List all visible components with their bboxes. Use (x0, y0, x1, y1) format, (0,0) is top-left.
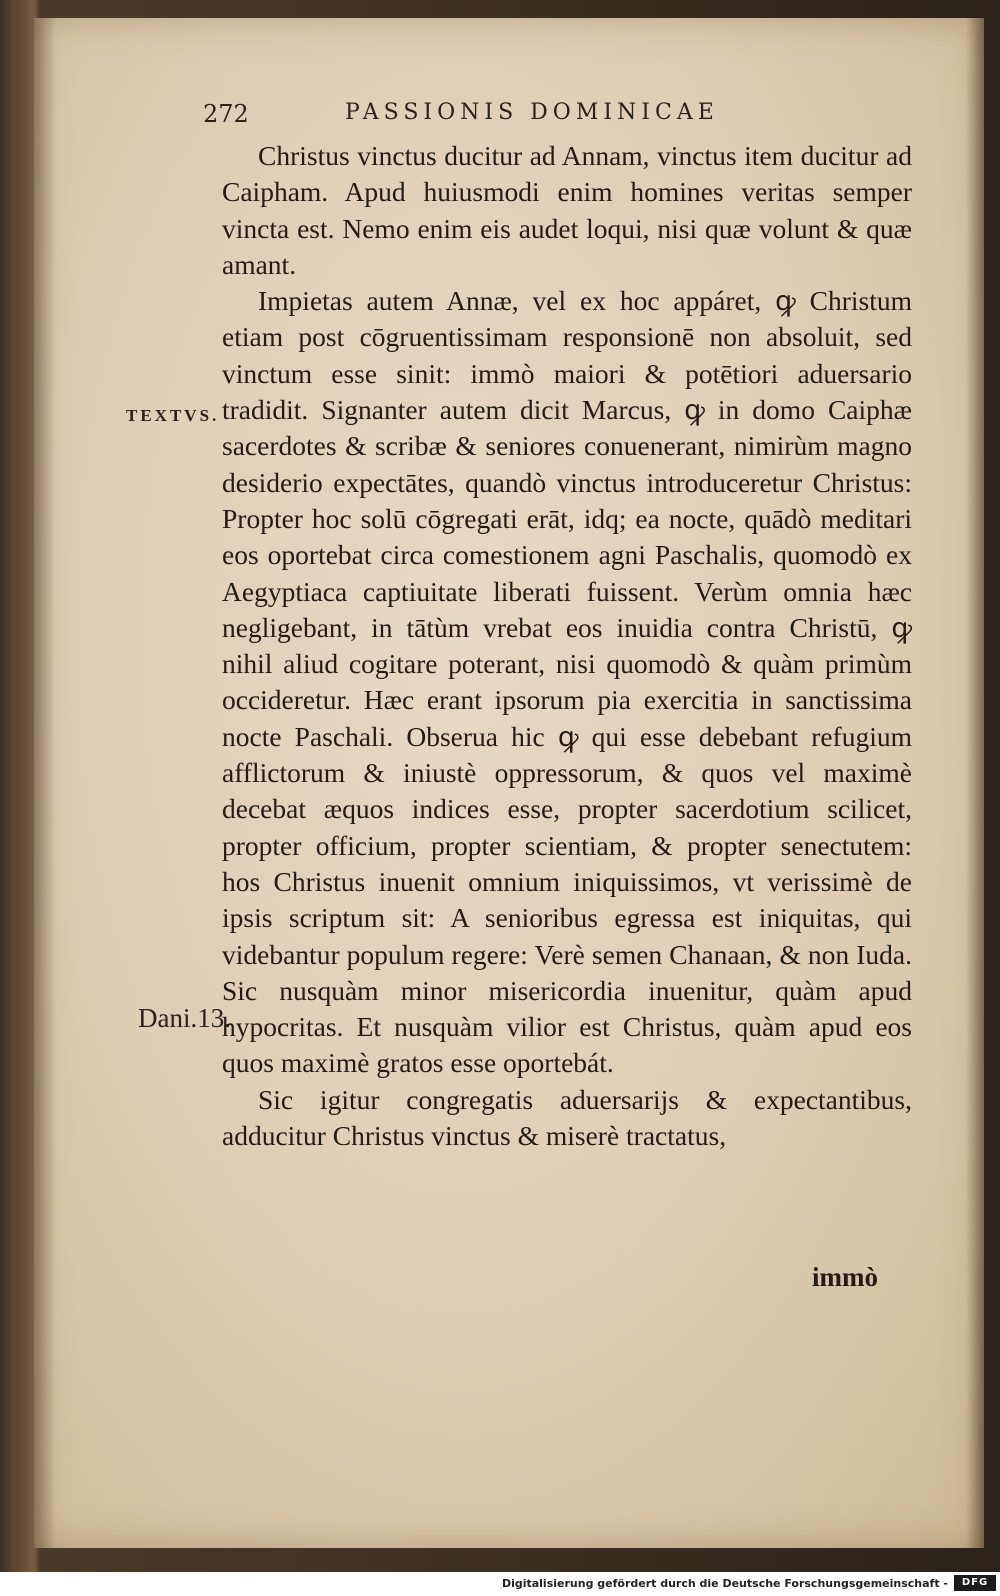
page-edge-shadow (966, 18, 984, 1548)
margin-note-dani: Dani.13. (138, 1003, 231, 1033)
running-title: PASSIONIS DOMINICAE (345, 100, 719, 125)
footer-bar (0, 1572, 1000, 1596)
catchword: immò (812, 1262, 878, 1292)
paragraph-1: Christus vinctus ducitur ad Annam, vinctus item ducitur ad Caipham. Apud huiusmodi enim homines veritas semper vincta est. Nemo enim eis audet loqui, nisi quæ volunt & quæ amant. (222, 140, 912, 280)
body-text (222, 138, 912, 1154)
dfg-logo-icon: DFG (954, 1575, 996, 1591)
paragraph-2: Impietas autem Annæ, vel ex hoc appáret, ꝙ Christum etiam post cōgruentissimam responsionē non absoluit, sed vinctum esse sinit: immò maiori & potētiori aduersario tradidit. Signanter autem dicit Marcus, ꝙ in domo Caiphæ sacerdotes & scribæ & seniores conuenerant, nimirùm magno desiderio expectātes, quandò vinctus introduceretur Christus: Propter hoc solū cōgregati erāt, idq; ea nocte, quādò meditari eos oportebat circa comestionem agni Paschalis, quomodò ex Aegyptiaca captiuitate liberati fuissent. Verùm omnia hæc negligebant, in tātùm vrebat eos inuidia contra Christū, ꝙ nihil aliud cogitare poterant, nisi quomodò & quàm primùm occideretur. Hæc erant ipsorum pia exercitia in sanctissima nocte Paschali. Obserua hic ꝙ qui esse debebant refugium afflictorum & iniustè oppressorum, & quos vel maximè decebat æquos indices esse, propter sacerdotium scilicet, propter officium, propter scientiam, & propter senectutem: hos Christus inuenit omnium iniquissimos, vt verissimè de ipsis scriptum sit: A senioribus egressa est iniquitas, qui videbantur populum regere: Verè semen Chanaan, & non Iuda. Sic nusquàm minor misericordia inuenitur, quàm apud hypocritas. Et nusquàm vilior est Christus, quàm apud eos quos maximè gratos esse oportebát. (222, 285, 912, 1079)
margin-note-textus: TEXTVS. (126, 406, 220, 425)
footer-credit: Digitalisierung gefördert durch die Deutsche Forschungsgemeinschaft - (501, 1577, 948, 1590)
page-number: 272 (203, 100, 249, 128)
gutter-shadow (34, 18, 56, 1548)
paragraph-3: Sic igitur congregatis aduersarijs & expectantibus, adducitur Christus vinctus & miserè tractatus, (222, 1083, 912, 1152)
